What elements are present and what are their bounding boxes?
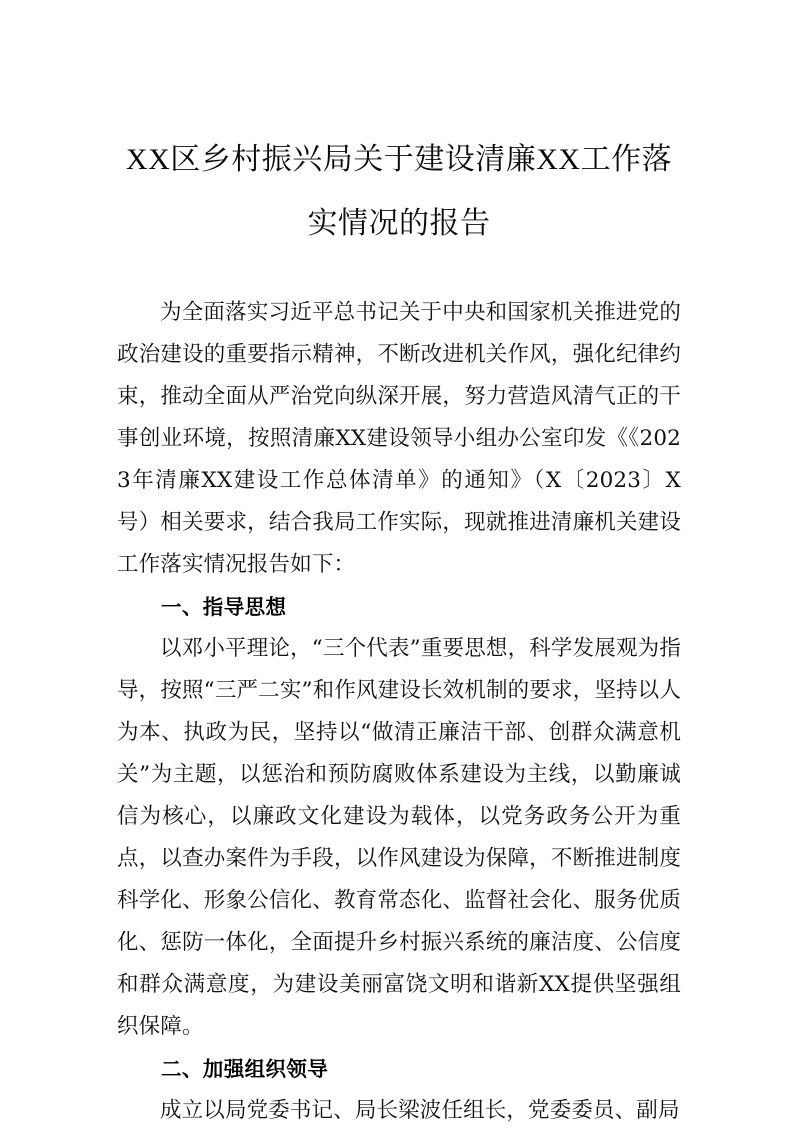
page-title: XX区乡村振兴局关于建设清廉XX工作落实情况的报告 xyxy=(125,143,673,240)
section-heading-one: 一、指导思想 xyxy=(161,595,287,619)
preamble-paragraph: 为全面落实习近平总书记关于中央和国家机关推进党的政治建设的重要指示精神，不断改进机关作风，强化纪律约束，推动全面从严治党向纵深开展，努力营造风清气正的干事创业环境，按照清廉XX建设领导小组办公室印发《《2023年清廉XX建设工作总体清单》的通知》（X〔2023〕X号）相关要求，结合我局工作实际，现就推进清廉机关建设工作落实情况报告如下： xyxy=(117,300,681,577)
section-heading-two: 二、加强组织领导 xyxy=(161,1057,329,1081)
document-content xyxy=(117,0,681,1132)
guiding-ideology-paragraph: 以邓小平理论，“三个代表”重要思想，科学发展观为指导，按照“三严二实”和作风建设长效机制的要求，坚持以人为本、执政为民，坚持以“做清正廉洁干部、创群众满意机关”为主题，以惩治和预防腐败体系建设为主线，以勤廉诚信为核心，以廉政文化建设为载体，以党务政务公开为重点，以查办案件为手段，以作风建设为保障，不断推进制度科学化、形象公信化、教育常态化、监督社会化、服务优质化、惩防一体化，全面提升乡村振兴系统的廉洁度、公信度和群众满意度，为建设美丽富饶文明和谐新XX提供坚强组织保障。 xyxy=(117,636,681,1039)
organizational-leadership-paragraph: 成立以局党委书记、局长梁波任组长，党委委员、副局 xyxy=(160,1098,680,1123)
